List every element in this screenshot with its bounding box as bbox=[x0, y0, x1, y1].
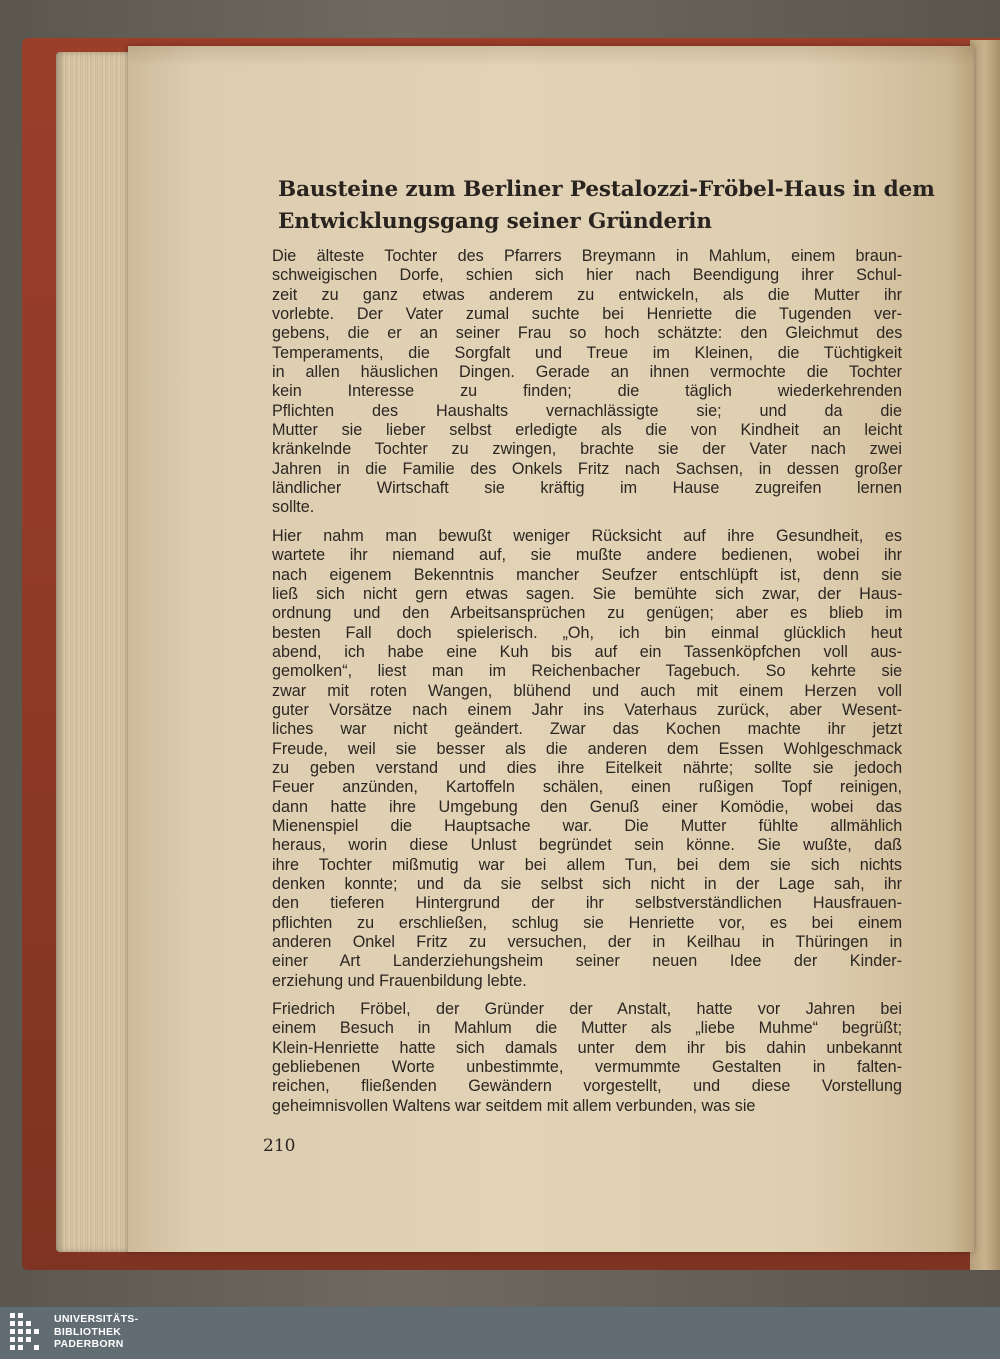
text-line: den tieferen Hintergrund der ihr selbstverständlichen Hausfrauen- bbox=[272, 894, 902, 913]
text-line: ländlicher Wirtschaft sie kräftig im Hause zugreifen lernen bbox=[272, 479, 902, 498]
text-line: einer Art Landerziehungsheim seiner neuen Idee der Kinder- bbox=[272, 952, 902, 971]
text-line: zeit zu ganz etwas anderem zu entwickeln, als die Mutter ihr bbox=[272, 285, 902, 304]
text-line: Die älteste Tochter des Pfarrers Breymann in Mahlum, einem braun- bbox=[272, 247, 903, 265]
text-line: gebliebenen Worte unbestimmte, vermummte Gestalten in falten- bbox=[272, 1058, 902, 1077]
library-name bbox=[54, 1313, 138, 1351]
text-line: Feuer anzünden, Kartoffeln schälen, einen rußigen Topf reinigen, bbox=[272, 778, 902, 797]
text-line: geheimnisvollen Waltens war seitdem mit allem verbunden, was sie bbox=[272, 1096, 756, 1115]
page-stack-edges bbox=[56, 52, 136, 1252]
text-line: kein Interesse zu finden; die täglich wiederkehrenden bbox=[272, 382, 902, 401]
text-line: sollte. bbox=[272, 498, 315, 517]
text-line: liches war nicht geändert. Zwar das Kochen machte ihr jetzt bbox=[272, 720, 903, 739]
text-line: zu geben verstand und dies ihre Eitelkeit nährte; sollte sie jedoch bbox=[272, 758, 903, 777]
text-line: gebens, die er an seiner Frau so hoch schätzte: den Gleichmut des bbox=[272, 324, 903, 343]
text-line: Temperaments, die Sorgfalt und Treue im Kleinen, die Tüchtigkeit bbox=[272, 343, 902, 362]
text-line: einem Besuch in Mahlum die Mutter als „liebe Muhme“ begrüßt; bbox=[272, 1019, 903, 1038]
text-line: kränkelnde Tochter zu zwingen, brachte sie der Vater nach zwei bbox=[272, 440, 902, 459]
text-line: schweigischen Dorfe, schien sich hier nach Beendigung ihrer Schul- bbox=[272, 266, 902, 285]
text-line: zwar mit roten Wangen, blühend und auch mit einem Herzen voll bbox=[272, 681, 902, 700]
text-line: heraus, worin diese Unlust begründet sein könne. Sie wußte, daß bbox=[272, 836, 902, 855]
library-logo-icon bbox=[8, 1311, 48, 1355]
text-line: ihre Tochter mißmutig war bei allem Tun, bei dem sie sich nichts bbox=[272, 855, 902, 874]
text-line: Jahren in die Familie des Onkels Fritz nach Sachsen, in dessen großer bbox=[272, 459, 903, 478]
paragraph bbox=[272, 1000, 902, 1116]
paragraph bbox=[272, 527, 902, 991]
chapter-title-line: Bausteine zum Berliner Pestalozzi-Fröbel-Haus in dem bbox=[278, 177, 935, 202]
book-next-page-edge bbox=[970, 40, 1000, 1270]
text-line: Mutter sie lieber selbst erledigte als die von Kindheit an leicht bbox=[272, 421, 903, 440]
library-name-line: BIBLIOTHEK bbox=[54, 1325, 122, 1338]
text-line: besten Fall doch spielerisch. „Oh, ich bin einmal glücklich heut bbox=[272, 623, 903, 642]
body-text bbox=[272, 247, 902, 1125]
library-name-line: PADERBORN bbox=[54, 1338, 124, 1350]
text-line: gemolken“, liest man im Reichenbacher Tagebuch. So kehrte sie bbox=[272, 662, 903, 681]
text-line: Friedrich Fröbel, der Gründer der Anstalt, hatte vor Jahren bei bbox=[272, 1000, 902, 1019]
text-line: anderen Onkel Fritz zu versuchen, der in Keilhau in Thüringen in bbox=[272, 933, 903, 952]
page-number: 210 bbox=[263, 1136, 296, 1156]
book-page bbox=[128, 46, 974, 1252]
text-line: dann hatte ihre Umgebung den Genuß einer Komödie, wobei das bbox=[272, 797, 902, 816]
text-line: ordnung und den Arbeitsansprüchen zu genügen; aber es blieb im bbox=[272, 604, 903, 623]
text-line: reichen, fließenden Gewändern vorgestellt, und diese Vorstellung bbox=[272, 1077, 902, 1096]
library-footer-bar bbox=[0, 1307, 1000, 1359]
chapter-title-line: Entwicklungsgang seiner Gründerin bbox=[278, 209, 712, 234]
text-line: Hier nahm man bewußt weniger Rücksicht auf ihre Gesundheit, es bbox=[272, 526, 902, 545]
text-line: pflichten zu erschließen, schlug sie Henriette vor, es bei einem bbox=[272, 913, 903, 932]
library-name-line: UNIVERSITÄTS- bbox=[54, 1313, 139, 1325]
paragraph bbox=[272, 247, 902, 518]
text-line: Mienenspiel die Hauptsache war. Die Mutter fühlte allmählich bbox=[272, 816, 903, 835]
text-line: guter Vorsätze nach einem Jahr ins Vaterhaus zurück, aber Wesent- bbox=[272, 700, 902, 719]
text-line: Freude, weil sie besser als die anderen dem Essen Wohlgeschmack bbox=[272, 739, 903, 758]
text-line: erziehung und Frauenbildung lebte. bbox=[272, 971, 527, 990]
text-line: in allen häuslichen Dingen. Gerade an ihnen vermochte die Tochter bbox=[272, 363, 903, 382]
text-line: Klein-Henriette hatte sich damals unter dem ihr bis dahin unbekannt bbox=[272, 1038, 902, 1057]
text-line: ließ sich nicht gern etwas sagen. Sie bemühte sich zwar, der Haus- bbox=[272, 584, 903, 603]
text-line: Pflichten des Haushalts vernachlässigte sie; und da die bbox=[272, 401, 902, 420]
text-line: vorlebte. Der Vater zumal suchte bei Henriette die Tugenden ver- bbox=[272, 305, 902, 324]
text-line: wartete ihr niemand auf, sie mußte andere bedienen, wobei ihr bbox=[272, 546, 903, 565]
text-line: denken konnte; und da sie selbst sich nicht in der Lage sah, ihr bbox=[272, 875, 902, 893]
text-line: abend, ich habe eine Kuh bis auf ein Tassenköpfchen voll aus- bbox=[272, 642, 902, 661]
chapter-title bbox=[278, 174, 935, 238]
text-line: nach eigenem Bekenntnis mancher Seufzer entschlüpft ist, denn sie bbox=[272, 565, 902, 584]
page-shadow bbox=[128, 46, 974, 66]
